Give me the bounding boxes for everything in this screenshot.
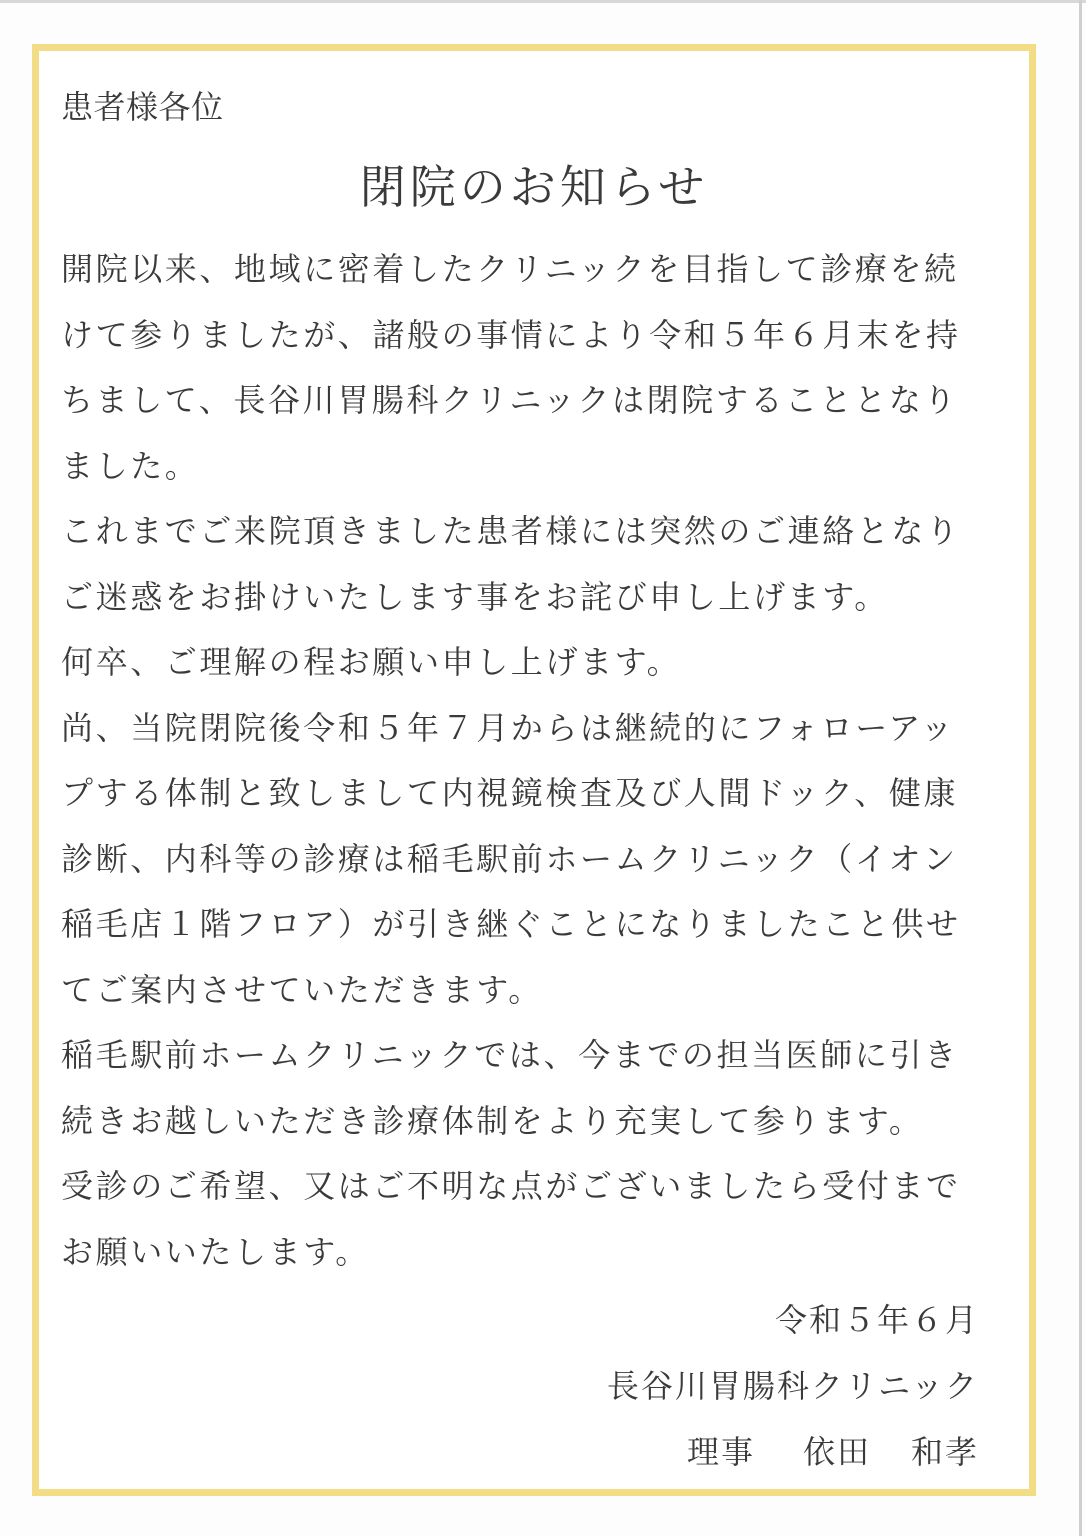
signature-director bbox=[687, 1431, 979, 1473]
body-line: 稲毛駅前ホームクリニックでは、今までの担当医師に引き bbox=[61, 1036, 959, 1074]
notice-body bbox=[61, 237, 1016, 1285]
body-line: 開院以来、地域に密着したクリニックを目指して診療を続 bbox=[61, 250, 959, 288]
body-line: ちまして、長谷川胃腸科クリニックは閉院することとなり bbox=[61, 381, 959, 419]
page-top-edge bbox=[0, 0, 1086, 3]
body-line: 診断、内科等の診療は稲毛駅前ホームクリニック（イオン bbox=[61, 839, 958, 878]
signature-date: 令和５年６月 bbox=[774, 1301, 979, 1339]
body-line: これまでご来院頂きました患者様には突然のご連絡となり bbox=[61, 512, 961, 550]
body-line: 続きお越しいただき診療体制をより充実して参ります。 bbox=[61, 1101, 924, 1140]
signature-given-name: 和孝 bbox=[910, 1433, 979, 1471]
body-line: 何卒、ご理解の程お願い申し上げます。 bbox=[61, 643, 682, 681]
notice-title: 閉院のお知らせ bbox=[359, 160, 709, 214]
body-line: プする体制と致しまして内視鏡検査及び人間ドック、健康 bbox=[61, 774, 959, 812]
body-line: てご案内させていただきます。 bbox=[61, 970, 543, 1009]
body-line: お願いいたします。 bbox=[61, 1232, 370, 1271]
body-line: 稲毛店１階フロア）が引き継ぐことになりましたこと供せ bbox=[61, 905, 961, 943]
salutation: 患者様各位 bbox=[61, 88, 224, 126]
body-line: けて参りましたが、諸般の事情により令和５年６月末を持 bbox=[61, 315, 961, 354]
signature-role: 理事 bbox=[686, 1433, 755, 1471]
body-line: ご迷惑をお掛けいたします事をお詫び申し上げます。 bbox=[61, 577, 889, 616]
body-line: 尚、当院閉院後令和５年７月からは継続的にフォローアッ bbox=[61, 708, 956, 747]
notice-frame bbox=[32, 44, 1036, 1496]
signature-clinic-name: 長谷川胃腸科クリニック bbox=[606, 1367, 979, 1405]
body-line: 受診のご希望、又はご不明な点がございましたら受付まで bbox=[61, 1167, 961, 1205]
body-line: ました。 bbox=[61, 446, 200, 485]
page-right-edge bbox=[1079, 0, 1082, 1536]
signature-surname: 依田 bbox=[802, 1433, 871, 1471]
